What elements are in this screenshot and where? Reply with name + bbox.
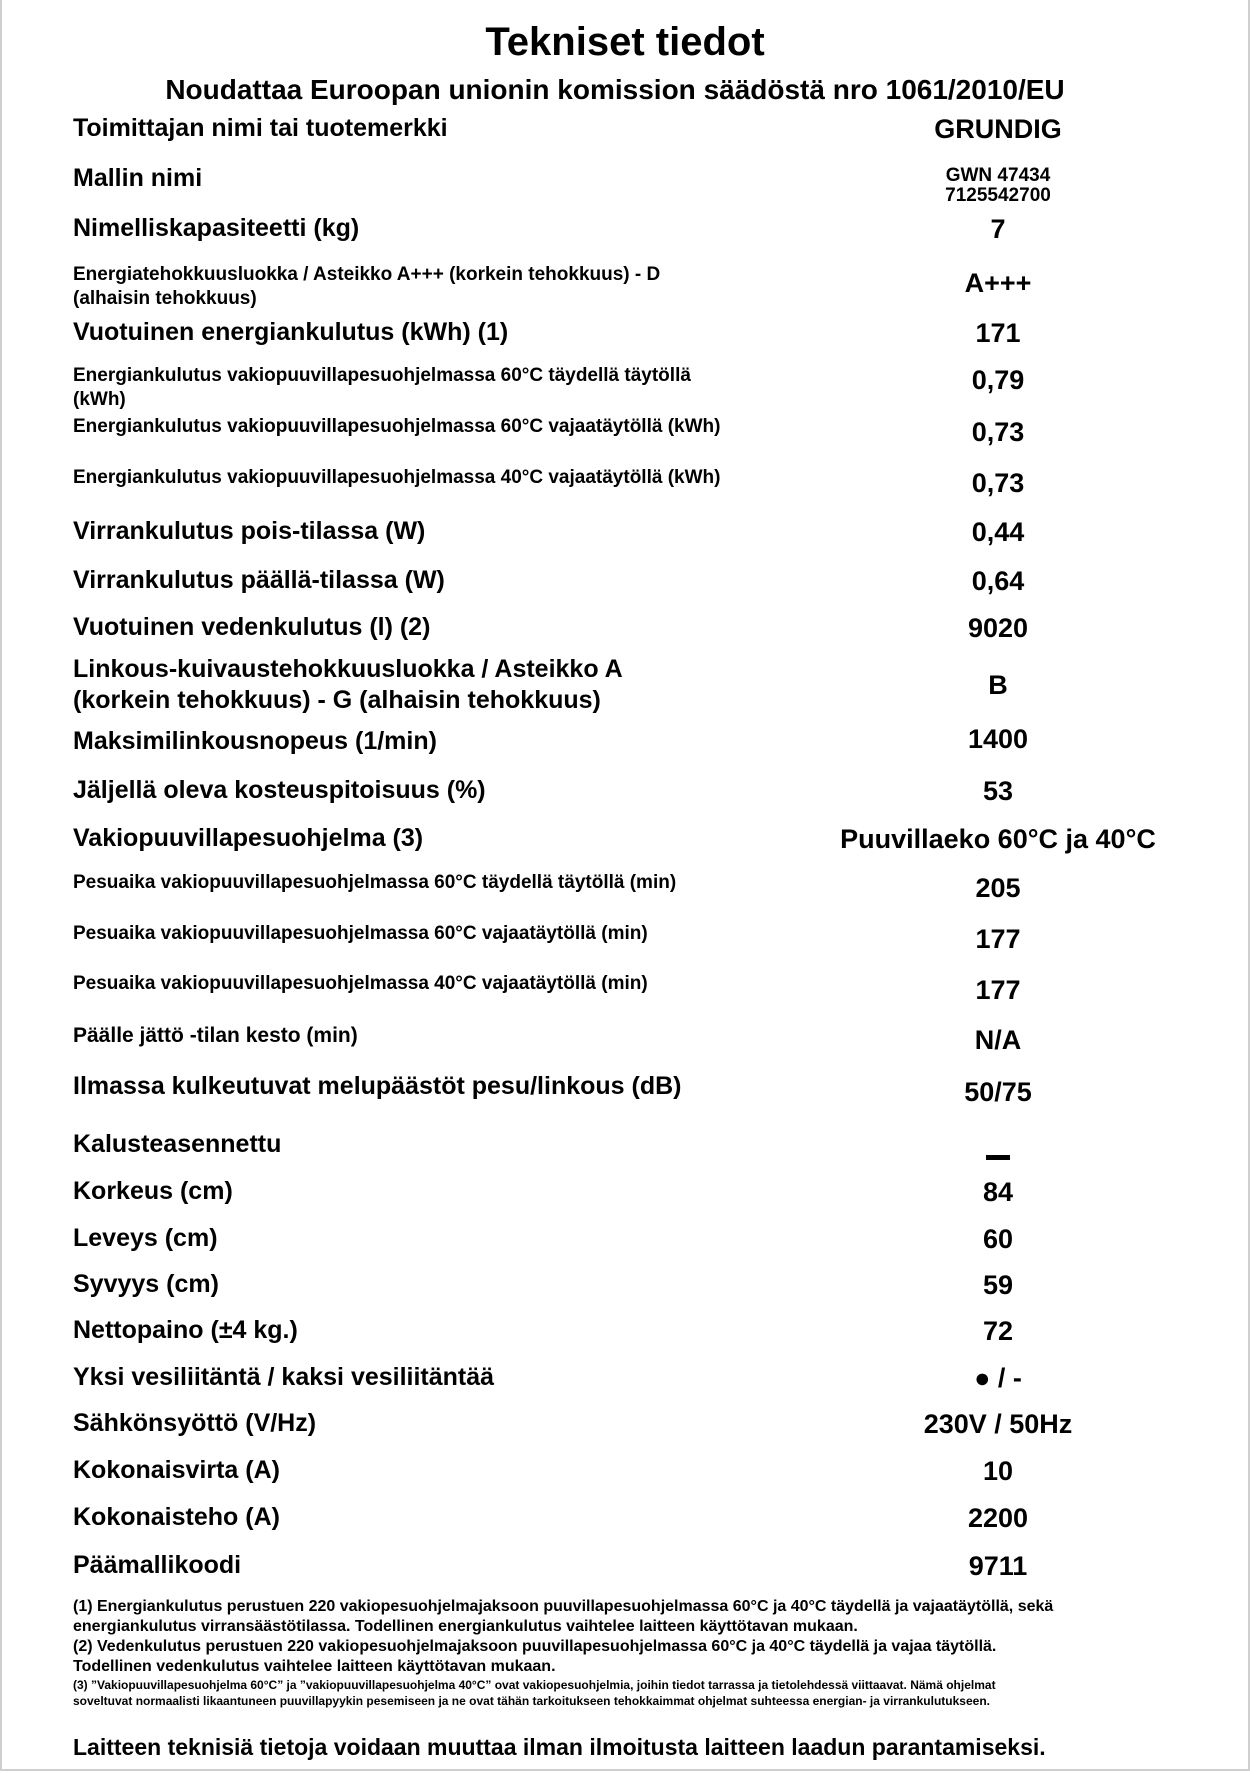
spec-value <box>798 1129 1198 1161</box>
spec-label: Nettopaino (±4 kg.) <box>73 1316 298 1344</box>
spec-value: 0,79 <box>971 365 1025 395</box>
spec-label: Kokonaisvirta (A) <box>73 1456 280 1484</box>
spec-value: 9020 <box>967 613 1029 643</box>
footnote-2-cont: Todellinen vedenkulutus vaihtelee laitteen käyttötavan mukaan. <box>73 1658 556 1675</box>
spec-value: 0,44 <box>971 517 1025 547</box>
spec-label: Leveys (cm) <box>73 1224 218 1252</box>
spec-label: Vuotuinen energiankulutus (kWh) (1) <box>73 318 509 346</box>
spec-value: 177 <box>975 975 1021 1005</box>
spec-label: Päämallikoodi <box>73 1551 242 1579</box>
spec-value: ● / - <box>974 1363 1022 1393</box>
spec-label: Ilmassa kulkeutuvat melupäästöt pesu/linkous (dB) <box>73 1072 682 1100</box>
spec-label-cont: (alhaisin tehokkuus) <box>73 288 257 309</box>
spec-value: GRUNDIG <box>934 114 1062 144</box>
spec-value: 50/75 <box>964 1077 1032 1107</box>
spec-label: Syvyys (cm) <box>73 1270 219 1298</box>
spec-value: 9711 <box>968 1551 1028 1581</box>
spec-label: Nimelliskapasiteetti (kg) <box>73 214 360 242</box>
spec-label: Linkous-kuivaustehokkuusluokka / Asteikko A <box>73 655 623 683</box>
spec-value: A+++ <box>964 268 1032 298</box>
footnote-3-cont: soveltuvat normaalisti likaantuneen puuvillapyykin pesemiseen ja ne ovat tähän tarkoitukseen tehokkaimmat ohjelmat suhteessa energian- ja virrankulutukseen. <box>73 1694 990 1708</box>
footnote-3: (3) ”Vakiopuuvillapesuohjelma 60°C” ja ”vakiopuuvillapesuohjelma 40°C” ovat vakiopesuohjelmia, joihin tiedot tarrassa ja tietolehdessä viittaavat. Nämä ohjelmat <box>73 1678 996 1692</box>
spec-label: Maksimilinkousnopeus (1/min) <box>73 727 437 755</box>
spec-label: Sähkönsyöttö (V/Hz) <box>73 1409 317 1437</box>
spec-label: Pesuaika vakiopuuvillapesuohjelmassa 60°C vajaatäytöllä (min) <box>73 923 648 944</box>
spec-label-cont: (korkein tehokkuus) - G (alhaisin tehokkuus) <box>73 686 601 714</box>
spec-label: Pesuaika vakiopuuvillapesuohjelmassa 60°C täydellä täytöllä (min) <box>73 872 677 893</box>
spec-value: 171 <box>975 318 1021 348</box>
spec-value: 53 <box>982 776 1014 806</box>
spec-label: Päälle jättö -tilan kesto (min) <box>73 1024 358 1047</box>
spec-label: Yksi vesiliitäntä / kaksi vesiliitäntää <box>73 1363 495 1391</box>
spec-label: Pesuaika vakiopuuvillapesuohjelmassa 40°C vajaatäytöllä (min) <box>73 973 648 994</box>
spec-label: Kokonaisteho (A) <box>73 1503 280 1531</box>
spec-label: Vuotuinen vedenkulutus (l) (2) <box>73 613 431 641</box>
spec-value: 10 <box>982 1456 1014 1486</box>
footnote-2: (2) Vedenkulutus perustuen 220 vakiopesuohjelmajaksoon puuvillapesuohjelmassa 60°C ja 40°C täydellä ja vajaa täytöllä. <box>73 1638 997 1655</box>
spec-label: Energiatehokkuusluokka / Asteikko A+++ (korkein tehokkuus) - D <box>73 264 661 285</box>
spec-value: B <box>988 670 1008 700</box>
page-subtitle: Noudattaa Euroopan unionin komission säädöstä nro 1061/2010/EU <box>165 74 1065 105</box>
spec-value: Puuvillaeko 60°C ja 40°C <box>840 824 1156 854</box>
spec-value: 177 <box>975 924 1021 954</box>
spec-value: 2200 <box>967 1503 1029 1533</box>
spec-label: Virrankulutus pois-tilassa (W) <box>73 517 426 545</box>
spec-value: 60 <box>982 1224 1014 1254</box>
spec-label: Vakiopuuvillapesuohjelma (3) <box>73 824 424 852</box>
spec-value: N/A <box>974 1025 1022 1055</box>
spec-value: 205 <box>975 873 1021 903</box>
spec-value: 84 <box>982 1177 1014 1207</box>
spec-value: 59 <box>982 1270 1014 1300</box>
spec-label-cont: (kWh) <box>73 389 126 410</box>
spec-label: Jäljellä oleva kosteuspitoisuus (%) <box>73 776 486 804</box>
footnote-1-cont: energiankulutus virransäästötilassa. Todellinen energiankulutus vaihtelee laitteen käyttötavan mukaan. <box>73 1618 858 1635</box>
spec-value: 0,64 <box>971 566 1025 596</box>
spec-label: Energiankulutus vakiopuuvillapesuohjelmassa 60°C vajaatäytöllä (kWh) <box>73 416 721 437</box>
spec-label: Energiankulutus vakiopuuvillapesuohjelmassa 40°C vajaatäytöllä (kWh) <box>73 467 721 488</box>
spec-label: Kalusteasennettu <box>73 1130 282 1158</box>
dash-mark <box>986 1155 1010 1160</box>
spec-label: Mallin nimi <box>73 164 203 192</box>
spec-value: 1400 <box>967 724 1029 754</box>
spec-label: Energiankulutus vakiopuuvillapesuohjelmassa 60°C täydellä täytöllä <box>73 365 691 386</box>
spec-label: Virrankulutus päällä-tilassa (W) <box>73 566 445 594</box>
page-title: Tekniset tiedot <box>485 20 765 64</box>
spec-value: GWN 47434 <box>945 165 1051 186</box>
spec-value: 7 <box>990 214 1006 244</box>
spec-label: Toimittajan nimi tai tuotemerkki <box>73 114 448 142</box>
spec-value: 72 <box>982 1316 1014 1346</box>
spec-value: 230V / 50Hz <box>923 1409 1073 1439</box>
spec-value: 0,73 <box>971 468 1025 498</box>
spec-label: Korkeus (cm) <box>73 1177 233 1205</box>
spec-value: 0,73 <box>971 417 1025 447</box>
footnotes <box>73 1597 1183 1709</box>
footnote-1: (1) Energiankulutus perustuen 220 vakiopesuohjelmajaksoon puuvillapesuohjelmassa 60°C ja 40°C täydellä ja vajaatäytöllä, sekä <box>73 1598 1054 1615</box>
spec-value-code: 7125542700 <box>945 185 1051 206</box>
footer-note: Laitteen teknisiä tietoja voidaan muuttaa ilman ilmoitusta laitteen laadun parantamiseksi. <box>73 1734 1046 1760</box>
